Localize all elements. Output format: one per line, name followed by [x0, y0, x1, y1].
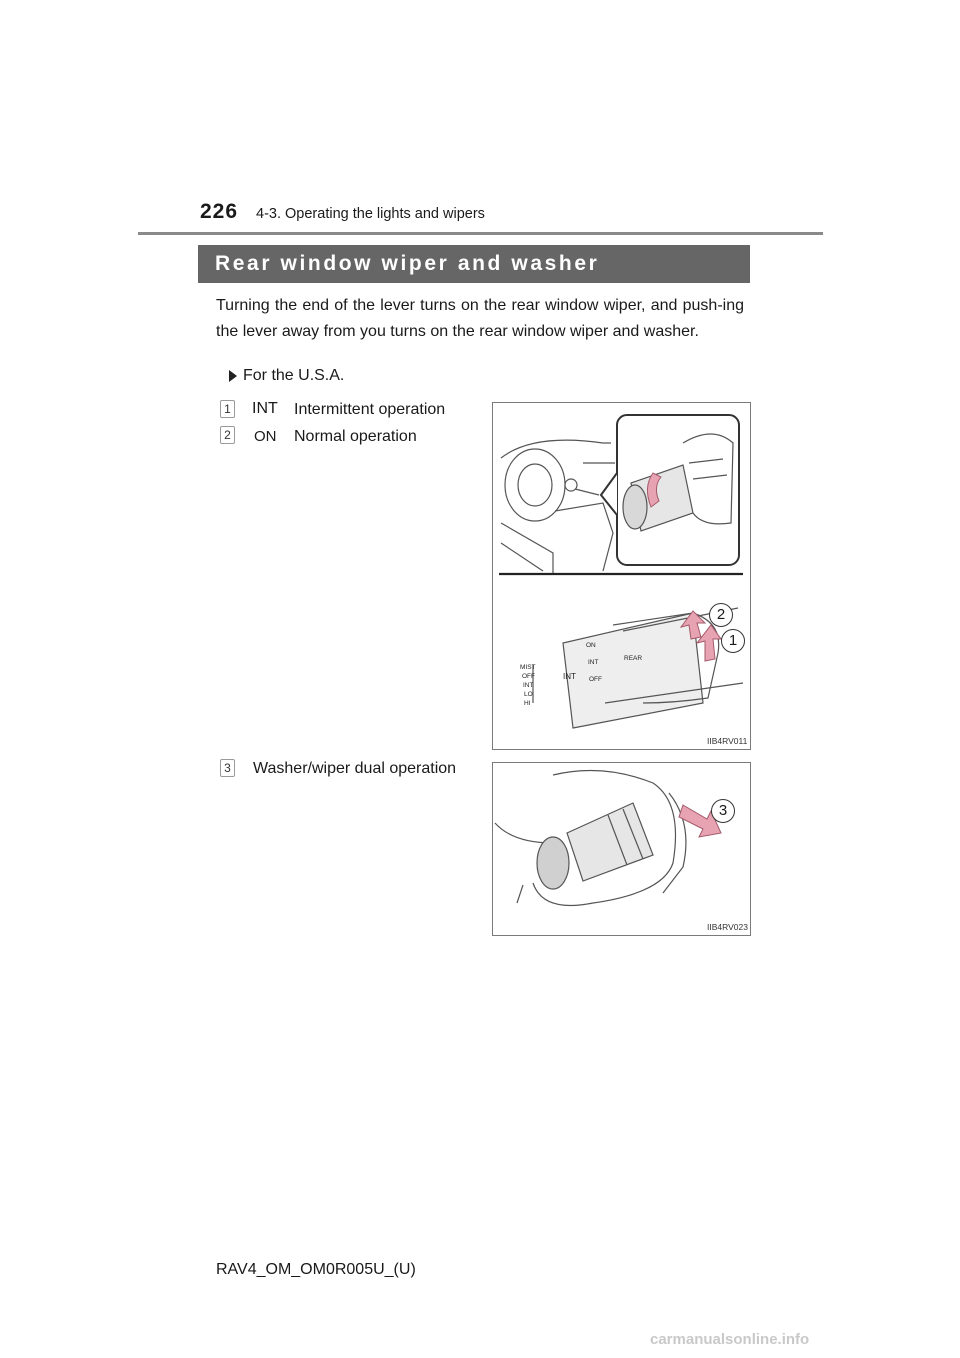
item-1-symbol: INT [252, 400, 278, 417]
front-label-off: OFF [522, 673, 535, 680]
region-label [229, 367, 344, 385]
intro-paragraph: Turning the end of the lever turns on the rear window wiper, and push-ing the lever away from you turns on the rear window wiper and washer. [216, 297, 744, 340]
page-number: 226 [200, 200, 239, 223]
figure-washer-operation [492, 762, 751, 936]
header-rule [138, 232, 823, 235]
section-banner [198, 245, 750, 283]
front-label-lo: LO [524, 691, 533, 698]
lever-label-on: ON [586, 642, 596, 649]
callout-2: 2 [709, 603, 733, 627]
item-1-text: Intermittent operation [294, 401, 446, 418]
item-2-text: Normal operation [294, 428, 417, 445]
ring-label-int: INT [563, 672, 576, 681]
item-1-number: 1 [220, 400, 235, 418]
section-title: 4-3. Operating the lights and wipers [256, 206, 485, 222]
washer-illustration [493, 763, 750, 935]
banner-title: Rear window wiper and washer [215, 252, 600, 275]
figure-lever-rear-wiper [492, 402, 751, 750]
item-2-number: 2 [220, 426, 235, 444]
watermark: carmanualsonline.info [650, 1331, 810, 1348]
lever-illustration [493, 403, 750, 749]
manual-code: RAV4_OM_OM0R005U_(U) [216, 1261, 416, 1278]
callout-1: 1 [721, 629, 745, 653]
figure-code: IIB4RV023 [707, 922, 748, 932]
item-3-text: Washer/wiper dual operation [253, 760, 457, 777]
lever-label-int: INT [588, 659, 599, 666]
triangle-bullet-icon [229, 370, 237, 382]
front-label-hi: HI [524, 700, 531, 707]
figure-code: IIB4RV011 [707, 736, 748, 746]
callout-3: 3 [711, 799, 735, 823]
page-header [0, 200, 960, 236]
lever-label-off: OFF [589, 676, 602, 683]
front-label-int: INT [523, 682, 534, 689]
item-3-number: 3 [220, 759, 235, 777]
item-2-symbol: ON [254, 428, 277, 445]
region-label-text: For the U.S.A. [243, 367, 345, 384]
lever-label-rear: REAR [624, 655, 643, 662]
front-label-mist: MIST [520, 664, 536, 671]
